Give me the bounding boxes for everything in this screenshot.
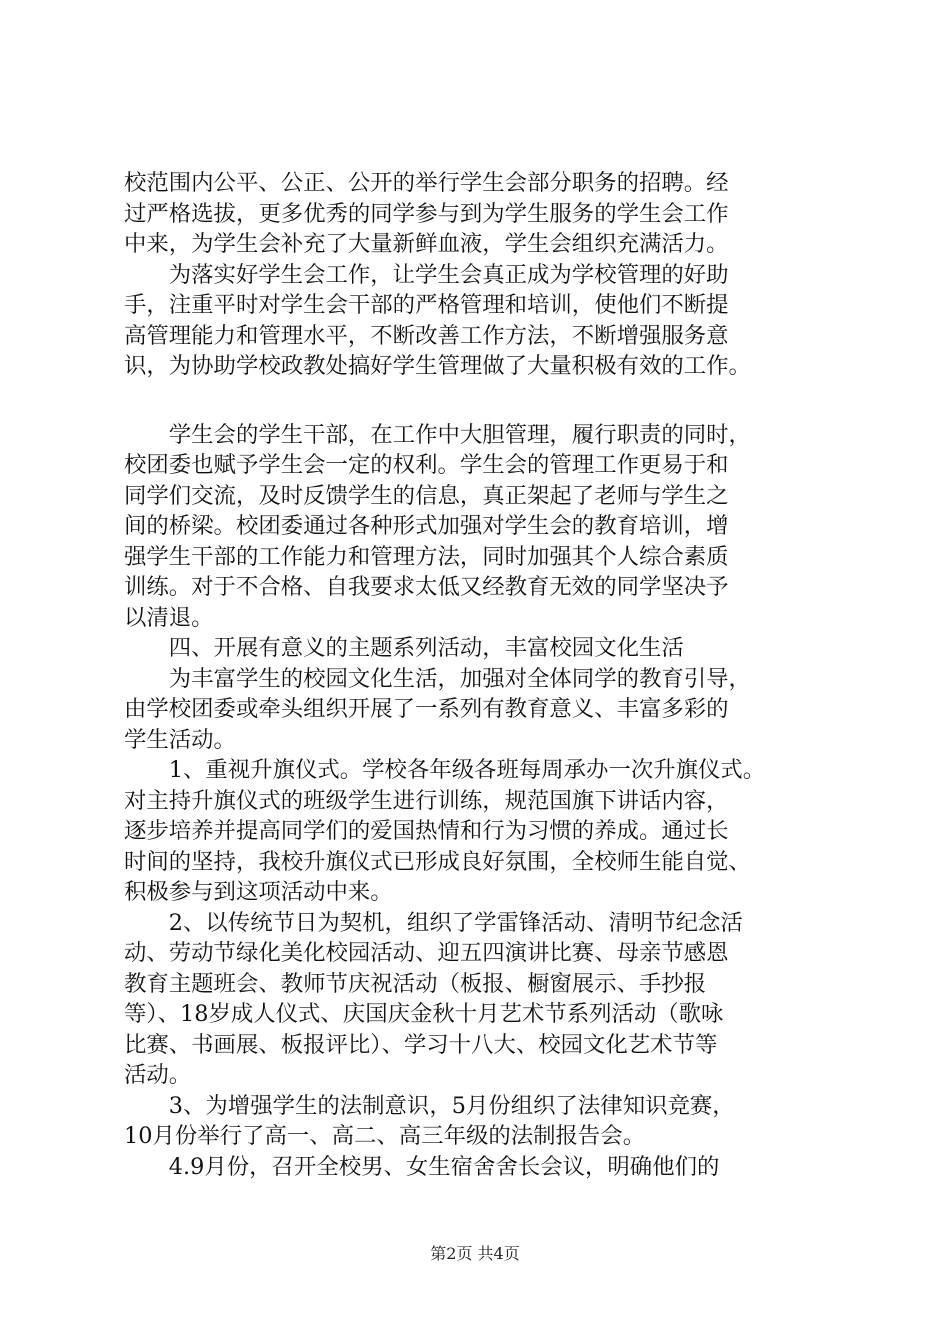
text-line: 动、劳动节绿化美化校园活动、迎五四演讲比赛、母亲节感恩 [124,940,729,966]
text-line: 手，注重平时对学生会干部的严格管理和培训，使他们不断提 [124,292,729,318]
text-line: 1、重视升旗仪式。学校各年级各班每周承办一次升旗仪式。 [124,757,766,783]
text-line: 校范围内公平、公正、公开的举行学生会部分职务的招聘。经 [124,170,729,196]
text-line: 由学校团委或牵头组织开展了一系列有教育意义、丰富多彩的 [124,696,729,722]
text-line: 为丰富学生的校园文化生活，加强对全体同学的教育引导， [124,665,751,692]
text-line: 时间的坚持，我校升旗仪式已形成良好氛围，全校师生能自觉、 [124,848,751,875]
text-line: 为落实好学生会工作，让学生会真正成为学校管理的好助 [124,261,729,288]
text-line: 活动。 [124,1062,192,1088]
paragraph-gap [124,382,830,420]
text-line: 训练。对于不合格、自我要求太低又经教育无效的同学坚决予 [124,574,729,600]
text-line: 同学们交流，及时反馈学生的信息，真正架起了老师与学生之 [124,482,729,509]
text-line: 等）、18岁成人仪式、庆国庆金秋十月艺术节系列活动（歌咏 [124,1001,724,1027]
text-line: 过严格选拔，更多优秀的同学参与到为学生服务的学生会工作 [124,200,729,227]
section-heading: 四、开展有意义的主题系列活动，丰富校园文化生活 [124,635,684,661]
text-line: 教育主题班会、教师节庆祝活动（板报、橱窗展示、手抄报 [124,970,707,997]
text-line: 校团委也赋予学生会一定的权利。学生会的管理工作更易于和 [124,452,729,478]
text-line: 4.9月份，召开全校男、女生宿舍舍长会议，明确他们的 [124,1153,720,1180]
text-line: 中来，为学生会补充了大量新鲜血液，学生会组织充满活力。 [124,231,729,257]
text-line: 3、为增强学生的法制意识，5月份组织了法律知识竞赛， [124,1092,735,1119]
text-line: 识，为协助学校政教处搞好学生管理做了大量积极有效的工作。 [124,353,751,379]
text-line: 高管理能力和管理水平，不断改善工作方法，不断增强服务意 [124,322,729,349]
text-line: 2、以传统节日为契机，组织了学雷锋活动、清明节纪念活 [124,909,743,936]
text-line: 学生活动。 [124,726,236,753]
text-line: 积极参与到这项活动中来。 [124,879,393,905]
text-line: 逐步培养并提高同学们的爱国热情和行为习惯的养成。通过长 [124,818,729,844]
page-number-footer: 第2页 共4页 [430,1244,520,1263]
text-line: 以清退。 [124,604,214,631]
text-line: 强学生干部的工作能力和管理方法，同时加强其个人综合素质 [124,543,729,570]
text-line: 比赛、书画展、板报评比）、学习十八大、校园文化艺术节等 [124,1031,718,1058]
text-line: 间的桥梁。校团委通过各种形式加强对学生会的教育培训，增 [124,513,729,539]
document-body [124,168,830,1182]
text-line: 学生会的学生干部，在工作中大胆管理，履行职责的同时， [124,421,751,448]
text-line: 10月份举行了高一、高二、高三年级的法制报告会。 [124,1123,646,1149]
text-line: 对主持升旗仪式的班级学生进行训练，规范国旗下讲话内容， [124,787,729,814]
